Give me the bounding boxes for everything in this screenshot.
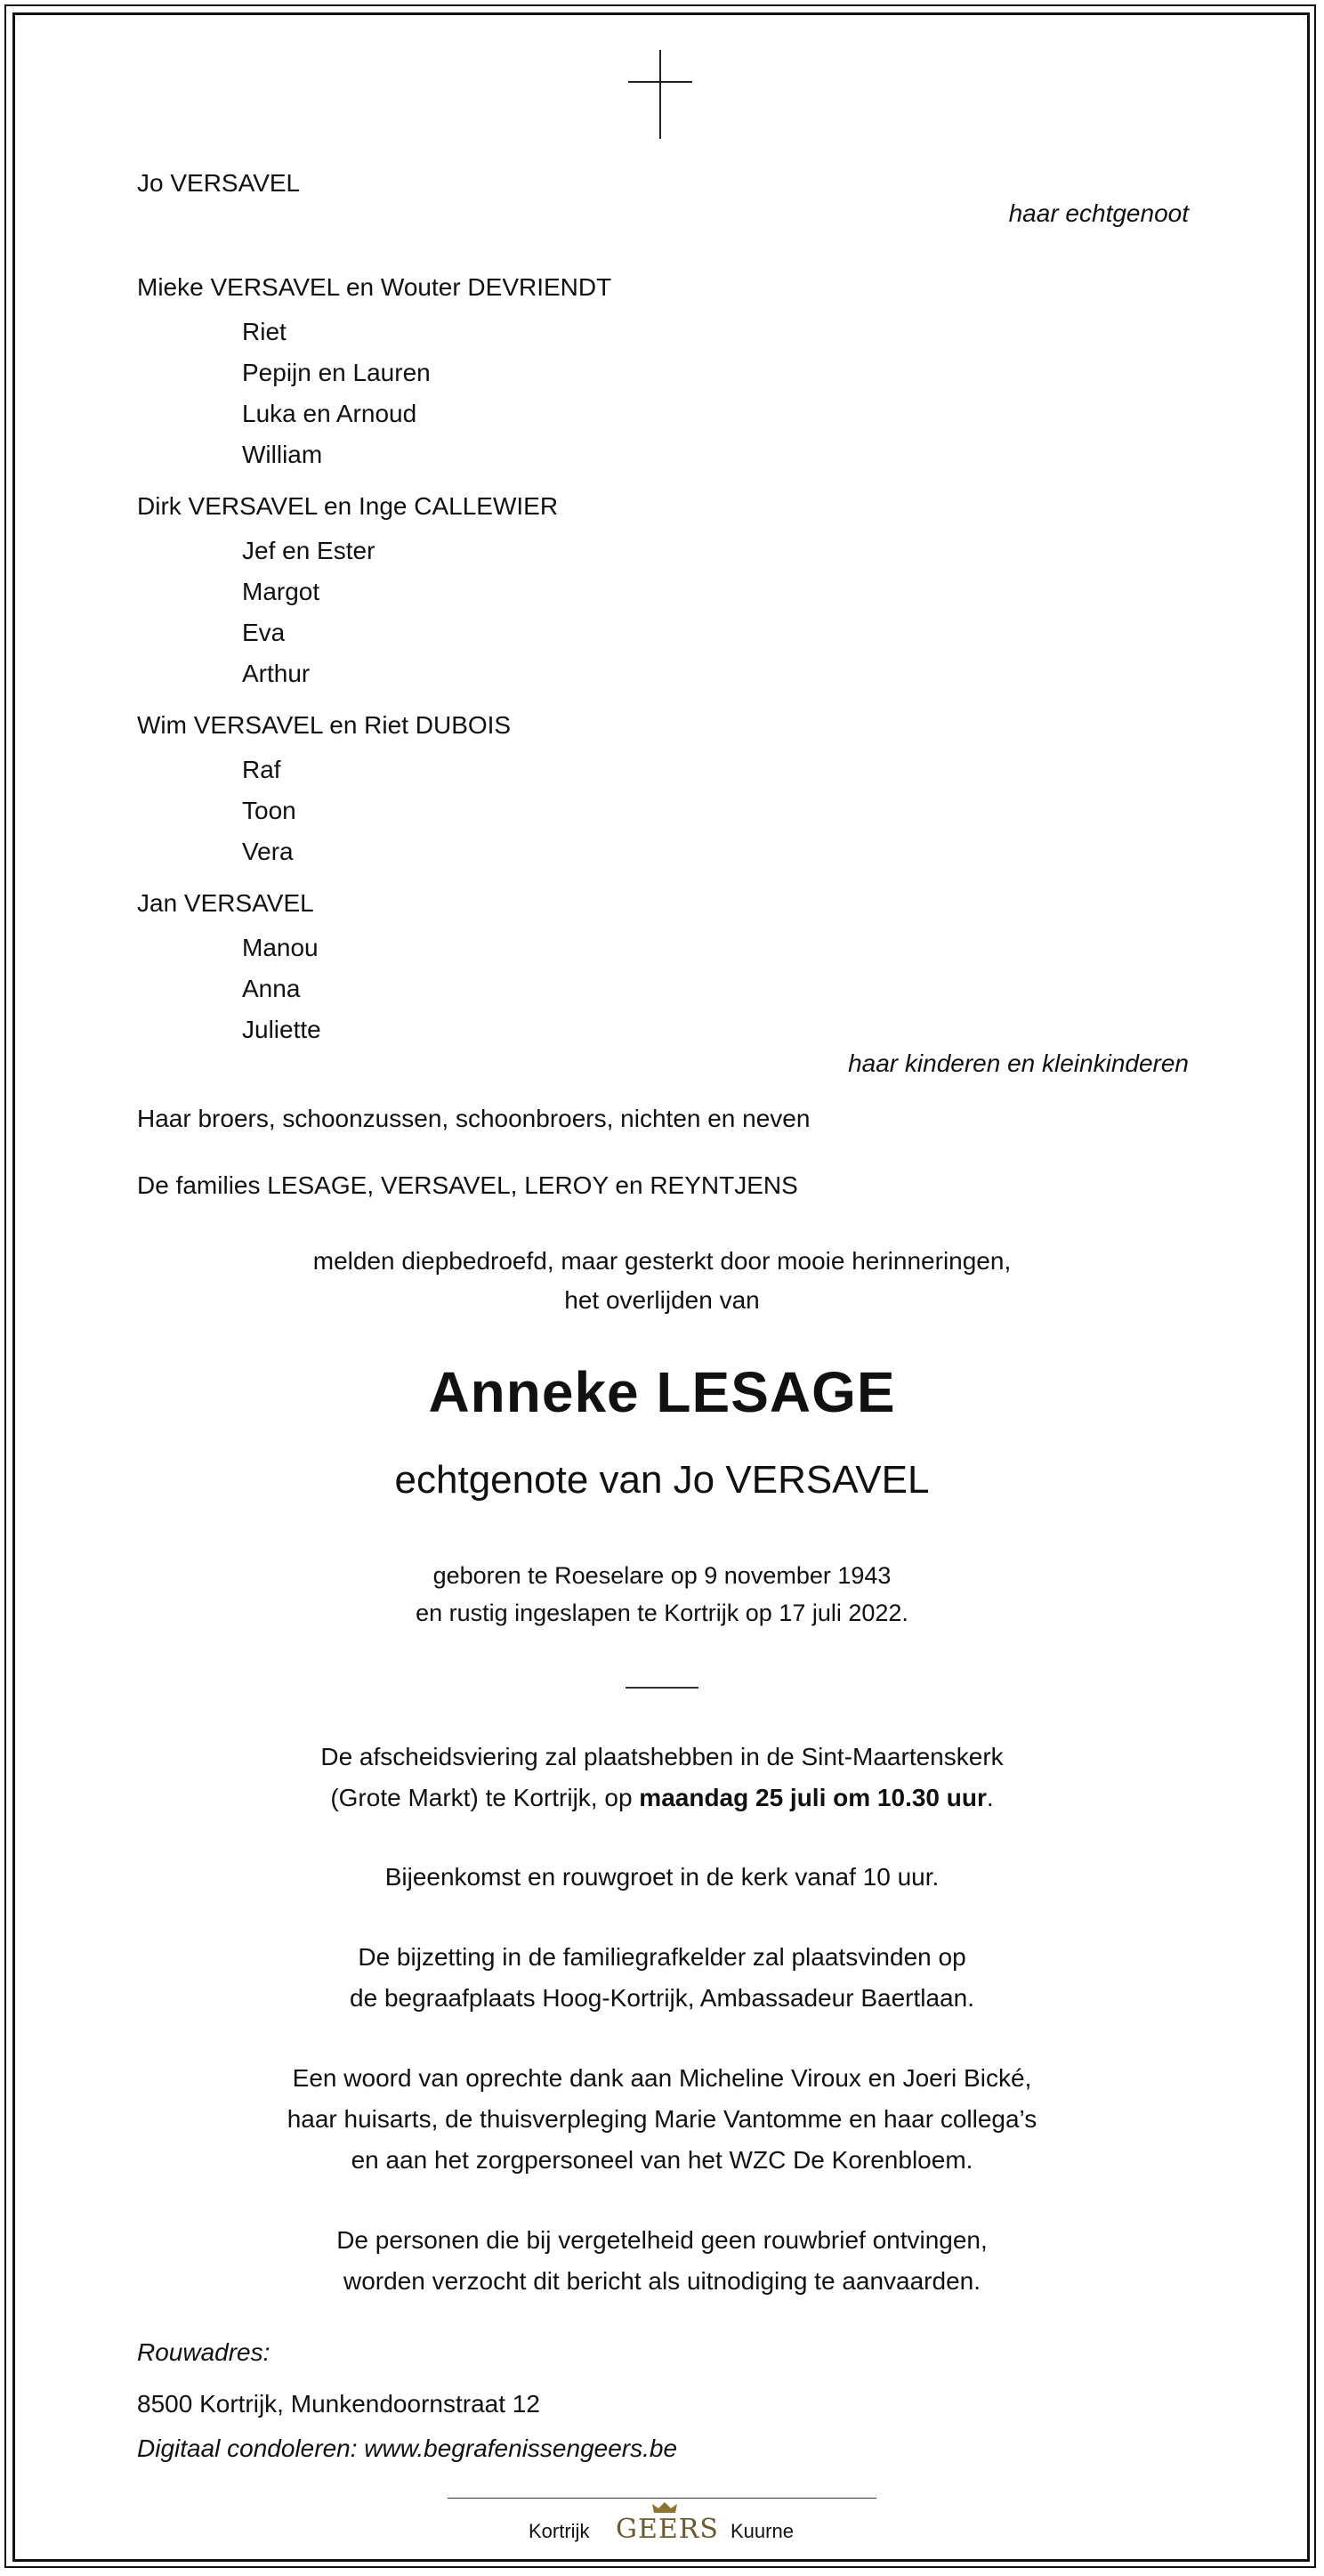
grandchild: Anna [242, 975, 301, 1002]
ceremony-line-2: (Grote Markt) te Kortrijk, op maandag 25 juli om 10.30 uur. [330, 1784, 994, 1811]
child-couple: Mieke VERSAVEL en Wouter DEVRIENDT [137, 273, 612, 301]
footer-location-right: Kuurne [731, 2520, 794, 2542]
ceremony-line-1: De afscheidsviering zal plaatshebben in de Sint-Maartenskerk [320, 1743, 1004, 1770]
deceased-subtitle: echtgenote van Jo VERSAVEL [394, 1458, 930, 1502]
relatives-line: Haar broers, schoonzussen, schoonbroers, nichten en neven [137, 1105, 811, 1132]
grandchild: Toon [242, 797, 296, 824]
families-line: De families LESAGE, VERSAVEL, LEROY en REYNTJENS [137, 1171, 798, 1199]
thanks-line-3: en aan het zorgpersoneel van het WZC De Korenbloem. [351, 2146, 973, 2174]
spouse-name: Jo VERSAVEL [137, 169, 301, 197]
footer-location-left: Kortrijk [529, 2520, 590, 2542]
online-condolence[interactable]: Digitaal condoleren: www.begrafenissengeers.be [137, 2434, 678, 2462]
child-couple: Wim VERSAVEL en Riet DUBOIS [137, 711, 512, 739]
address-value: 8500 Kortrijk, Munkendoornstraat 12 [137, 2390, 540, 2418]
grandchild: Manou [242, 934, 319, 961]
divider-short [626, 1687, 698, 1689]
burial-line-2: de begraafplaats Hoog-Kortrijk, Ambassadeur Baertlaan. [350, 1984, 974, 2012]
announcement-line-1: melden diepbedroefd, maar gesterkt door mooie herinneringen, [312, 1247, 1012, 1275]
grandchild: Jef en Ester [242, 537, 375, 564]
grandchild: Juliette [242, 1016, 321, 1043]
gathering-line: Bijeenkomst en rouwgroet in de kerk vanaf 10 uur. [384, 1863, 940, 1891]
notice-line-2: worden verzocht dit bericht als uitnodiging te aanvaarden. [343, 2267, 981, 2295]
grandchild: Margot [242, 578, 320, 605]
children-role: haar kinderen en kleinkinderen [848, 1049, 1189, 1077]
announcement-line-2: het overlijden van [564, 1286, 760, 1314]
grandchild: Vera [242, 838, 294, 865]
geers-logo [616, 2501, 719, 2545]
grandchild: Riet [242, 318, 287, 345]
birth-line: geboren te Roeselare op 9 november 1943 [432, 1562, 892, 1589]
child-couple: Dirk VERSAVEL en Inge CALLEWIER [137, 492, 559, 520]
deceased-name: Anneke LESAGE [428, 1360, 896, 1424]
grandchild: Arthur [242, 660, 311, 687]
thanks-line-1: Een woord van oprechte dank aan Micheline Viroux en Joeri Bické, [292, 2064, 1032, 2092]
logo-text: GEERS [616, 2514, 719, 2545]
spouse-role: haar echtgenoot [1008, 199, 1189, 227]
grandchild: Raf [242, 756, 281, 783]
grandchild: William [242, 441, 323, 468]
grandchild: Eva [242, 619, 286, 646]
thanks-line-2: haar huisarts, de thuisverpleging Marie Vantomme en haar collega’s [287, 2105, 1037, 2133]
grandchild: Luka en Arnoud [242, 400, 417, 427]
notice-line-1: De personen die bij vergetelheid geen rouwbrief ontvingen, [336, 2226, 988, 2254]
burial-line-1: De bijzetting in de familiegrafkelder zal plaatsvinden op [358, 1943, 966, 1971]
death-line: en rustig ingeslapen te Kortrijk op 17 juli 2022. [416, 1600, 908, 1626]
address-label: Rouwadres: [137, 2338, 270, 2366]
crown-icon [651, 2501, 678, 2514]
ceremony-date: maandag 25 juli om 10.30 uur [639, 1784, 987, 1811]
child-couple: Jan VERSAVEL [137, 889, 314, 917]
cross-icon [628, 50, 692, 139]
grandchild: Pepijn en Lauren [242, 359, 431, 386]
footer-divider [448, 2498, 876, 2499]
